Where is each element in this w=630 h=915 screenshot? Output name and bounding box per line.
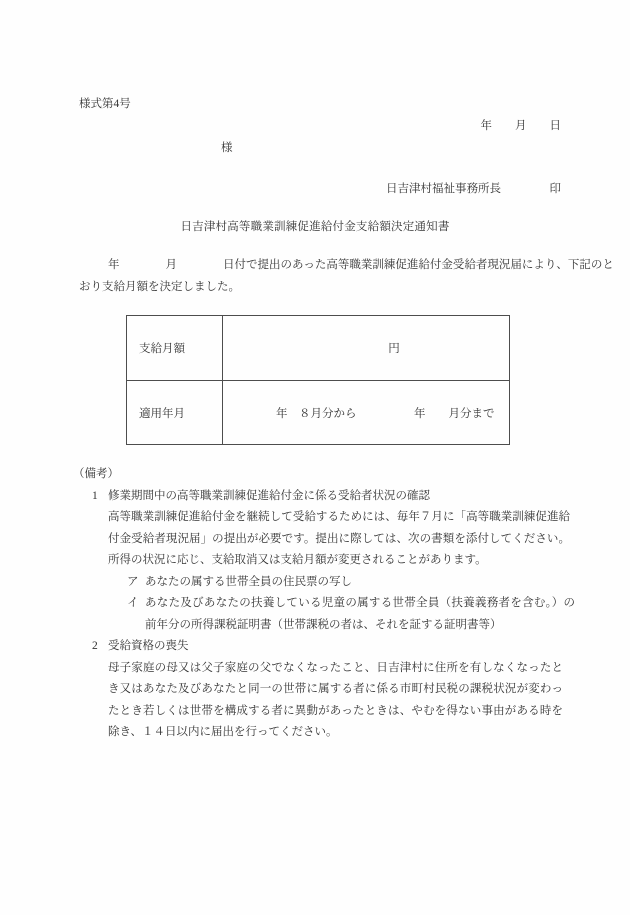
- note-item-1-sub-a: [79, 572, 575, 594]
- issue-date-line: 年 月 日: [480, 120, 561, 132]
- table-value-monthly-amount: [223, 316, 509, 381]
- note-item-1-sub-b-marker: イ: [127, 597, 139, 609]
- note-item-1: [79, 486, 575, 637]
- notes-section: [73, 464, 575, 744]
- note-item-1-body: 高等職業訓練促進給付金を継続して受給するためには、毎年７月に「高等職業訓練促進給付金受給者現況届」の提出が必要です。提出に際しては、次の書類を添付してください。所得の状況に応じ、支給取消又は支給月額が変更されることがあります。: [108, 511, 570, 566]
- note-item-1-sub-b: [79, 593, 575, 636]
- note-item-1-number: 1: [92, 489, 98, 502]
- note-item-1-sub-a-text: あなたの属する世帯全員の住民票の写し: [145, 575, 352, 588]
- form-number: 様式第4号: [79, 98, 131, 110]
- note-item-2-body: 母子家庭の母又は父子家庭の父でなくなったこと、日吉津村に住所を有しなくなったとき又はあなた及びあなたと同一の世帯に属する者に係る市町村民税の課税状況が変わったとき若しくは世帯を構成する者に異動があったときは、やむを得ない事由がある時を除き、１４日以内に届出を行ってください。: [108, 661, 563, 738]
- issuer-line: [386, 180, 561, 199]
- seal-placeholder: 印: [549, 183, 561, 195]
- note-item-2: [79, 636, 575, 744]
- table-value-yen-text: 円: [388, 343, 400, 355]
- table-label-monthly-amount: [127, 316, 223, 381]
- payment-table: [126, 315, 510, 445]
- document-title: 日吉津村高等職業訓練促進給付金支給額決定通知書: [180, 221, 450, 233]
- note-item-1-heading: [79, 486, 575, 508]
- table-label-applicable-period-text: 適用年月: [139, 407, 185, 420]
- issuer-title: 日吉津村福祉事務所長: [386, 183, 501, 195]
- note-item-1-sub-b-text: あなた及びあなたの扶養している児童の属する世帯全員（扶養義務者を含む。）の前年分の所得課税証明書（世帯課税の者は、それを証する証明書等）: [145, 597, 575, 631]
- notes-heading: （備考）: [73, 468, 119, 480]
- note-item-1-title: 修業期間中の高等職業訓練促進給付金に係る受給者状況の確認: [108, 489, 430, 502]
- note-item-1-sub-a-marker: ア: [127, 575, 139, 588]
- table-value-period-text: 年 ８月分から 年 月分まで: [276, 407, 495, 420]
- table-label-applicable-period: [127, 381, 223, 444]
- addressee-honorific: 様: [221, 142, 233, 154]
- table-label-monthly-amount-text: 支給月額: [139, 343, 185, 355]
- note-item-2-title: 受給資格の喪失: [108, 640, 189, 652]
- table-value-applicable-period: [223, 381, 509, 444]
- body-paragraph: 年 月 日付で提出のあった高等職業訓練促進給付金受給者現況届により、下記のとおり支給月額を決定しました。: [79, 259, 614, 293]
- note-item-2-number: 2: [92, 640, 98, 652]
- note-item-2-heading: [79, 636, 575, 658]
